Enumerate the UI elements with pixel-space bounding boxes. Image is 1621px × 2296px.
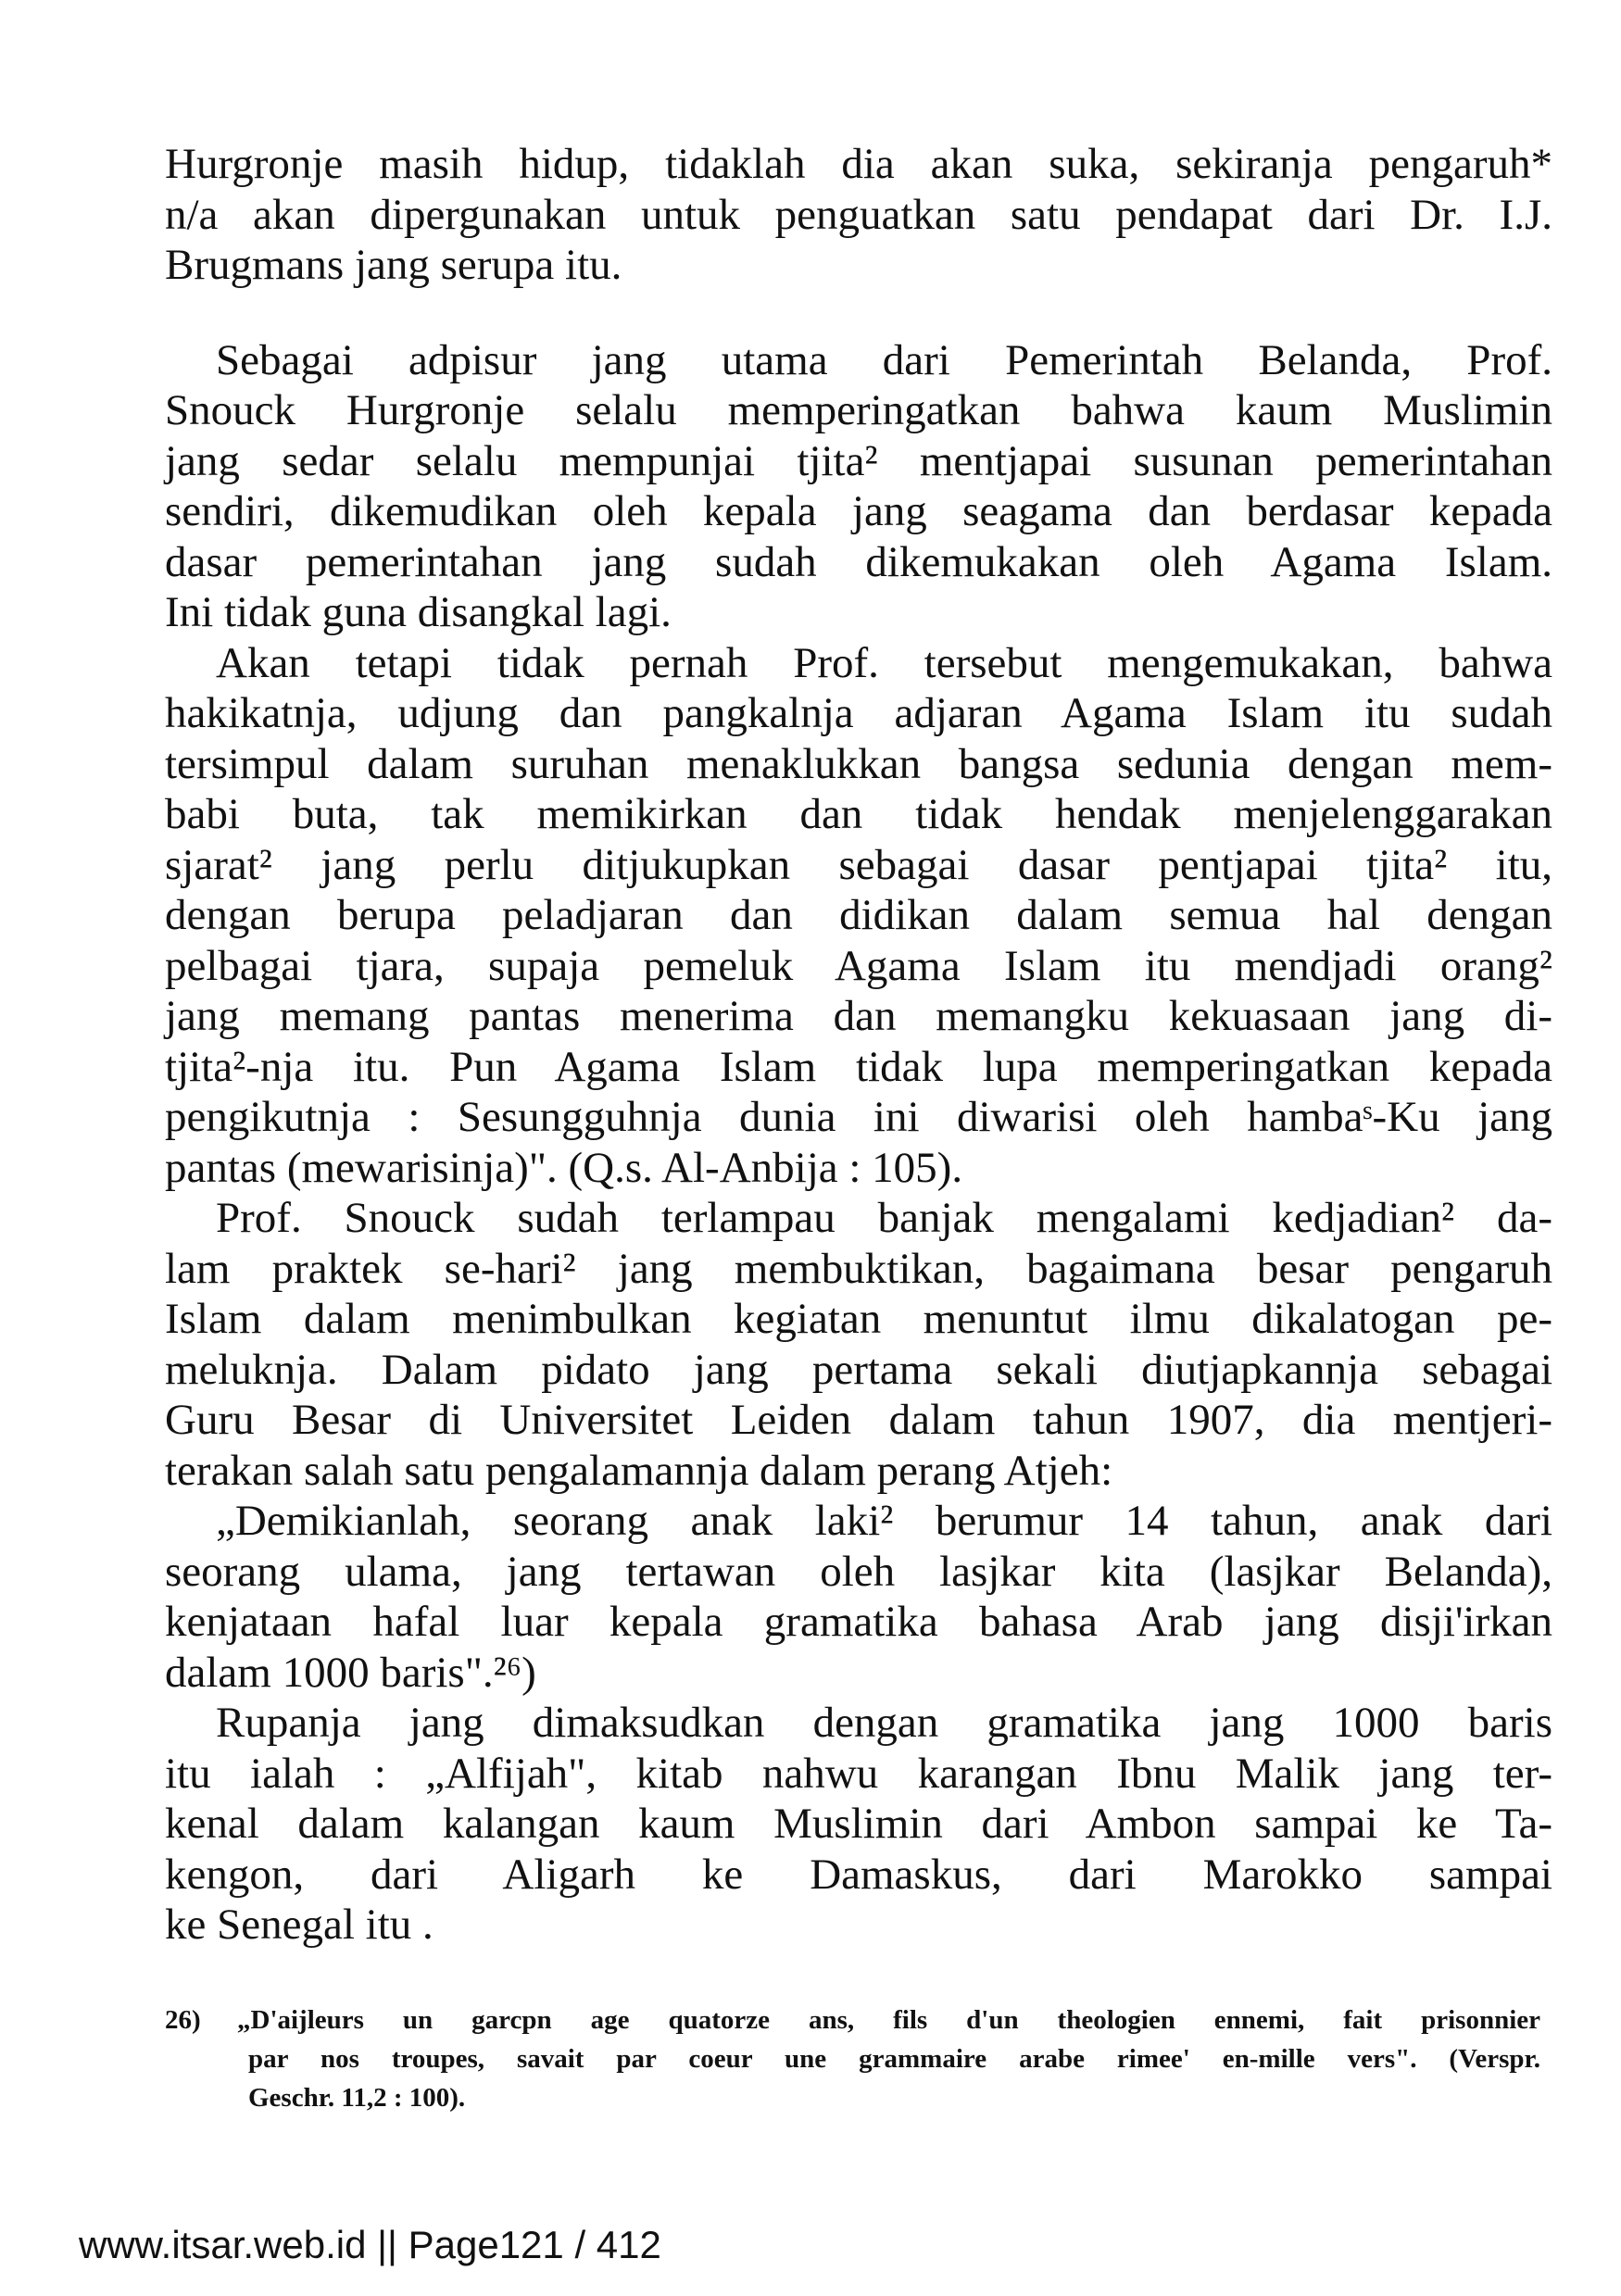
text-line: „Demikianlah, seorang anak laki² berumur 14 tahun, anak dari (216, 1497, 1552, 1545)
text-line: Prof. Snouck sudah terlampau banjak mengalami kedjadian² da- (216, 1194, 1552, 1242)
text-line: Sebagai adpisur jang utama dari Pemerintah Belanda, Prof. (216, 335, 1552, 384)
footnote-line: par nos troupes, savait par coeur une grammaire arabe rimee' en-mille vers". (Verspr. (248, 2044, 1540, 2074)
footnote-number: 26) (165, 2005, 201, 2035)
text-line: Rupanja jang dimaksudkan dengan gramatika jang 1000 baris (216, 1699, 1552, 1747)
text-line: Islam dalam menimbulkan kegiatan menuntut ilmu dikalatogan pe- (165, 1295, 1552, 1343)
page-footer: www.itsar.web.id || Page121 / 412 (79, 2223, 661, 2266)
paragraph-4 (165, 1193, 1552, 1496)
text-line: hakikatnja, udjung dan pangkalnja adjaran Agama Islam itu sudah (165, 689, 1552, 737)
paragraph-1 (165, 139, 1552, 291)
paragraph-5-quote (165, 1496, 1552, 1698)
text-line: Snouck Hurgronje selalu memperingatkan bahwa kaum Muslimin (165, 386, 1552, 434)
text-line: pengikutnja : Sesungguhnja dunia ini diwarisi oleh hambaˢ-Ku jang (165, 1093, 1552, 1141)
text-line: pantas (mewarisinja)". (Q.s. Al-Anbija : 105). (165, 1143, 963, 1192)
page-body (165, 139, 1552, 1951)
text-line: lam praktek se-hari² jang membuktikan, bagaimana besar pengaruh (165, 1244, 1552, 1293)
footnote-text: „D'aijleurs un garcpn age quatorze ans, fils d'un theologien ennemi, fait prisonnier (237, 2005, 1540, 2035)
paragraph-2 (165, 335, 1552, 638)
paragraph-3 (165, 638, 1552, 1194)
text-line: dalam 1000 baris".²⁶) (165, 1648, 536, 1697)
footnote (165, 2001, 1540, 2117)
text-line: kengon, dari Aligarh ke Damaskus, dari Marokko sampai (165, 1850, 1552, 1899)
text-line: meluknja. Dalam pidato jang pertama sekali diutjapkannja sebagai (165, 1345, 1552, 1394)
text-line: dengan berupa peladjaran dan didikan dalam semua hal dengan (165, 891, 1552, 939)
text-line: tersimpul dalam suruhan menaklukkan bangsa sedunia dengan mem- (165, 739, 1552, 788)
text-line: n/a akan dipergunakan untuk penguatkan satu pendapat dari Dr. I.J. (165, 190, 1552, 239)
text-line: kenjataan hafal luar kepala gramatika bahasa Arab jang disji'irkan (165, 1598, 1552, 1646)
text-line: seorang ulama, jang tertawan oleh lasjkar kita (lasjkar Belanda), (165, 1547, 1552, 1596)
text-line: dasar pemerintahan jang sudah dikemukakan oleh Agama Islam. (165, 537, 1552, 586)
text-line: itu ialah : „Alfijah", kitab nahwu karangan Ibnu Malik jang ter- (165, 1749, 1552, 1798)
paragraph-6 (165, 1698, 1552, 1951)
text-line: Brugmans jang serupa itu. (165, 241, 622, 289)
text-line: terakan salah satu pengalamannja dalam perang Atjeh: (165, 1446, 1113, 1495)
text-line: jang memang pantas menerima dan memangku kekuasaan jang di- (165, 992, 1552, 1040)
text-line: tjita²-nja itu. Pun Agama Islam tidak lupa memperingatkan kepada (165, 1042, 1552, 1091)
text-line: Guru Besar di Universitet Leiden dalam tahun 1907, dia mentjeri- (165, 1396, 1552, 1444)
text-line: pelbagai tjara, supaja pemeluk Agama Islam itu mendjadi orang² (165, 941, 1552, 990)
footnote-line: Geschr. 11,2 : 100). (248, 2083, 466, 2113)
text-line: ke Senegal itu . (165, 1901, 434, 1949)
text-line: Akan tetapi tidak pernah Prof. tersebut mengemukakan, bahwa (216, 638, 1552, 687)
text-line: kenal dalam kalangan kaum Muslimin dari Ambon sampai ke Ta- (165, 1800, 1552, 1848)
footnote-line (165, 2001, 1540, 2039)
text-line: Ini tidak guna disangkal lagi. (165, 588, 672, 636)
text-line: Hurgronje masih hidup, tidaklah dia akan suka, sekiranja pengaruh* (165, 140, 1552, 188)
text-line: babi buta, tak memikirkan dan tidak hendak menjelenggarakan (165, 790, 1552, 838)
text-line: sendiri, dikemudikan oleh kepala jang seagama dan berdasar kepada (165, 487, 1552, 535)
text-line: sjarat² jang perlu ditjukupkan sebagai dasar pentjapai tjita² itu, (165, 840, 1552, 889)
text-line: jang sedar selalu mempunjai tjita² mentjapai susunan pemerintahan (165, 436, 1552, 485)
